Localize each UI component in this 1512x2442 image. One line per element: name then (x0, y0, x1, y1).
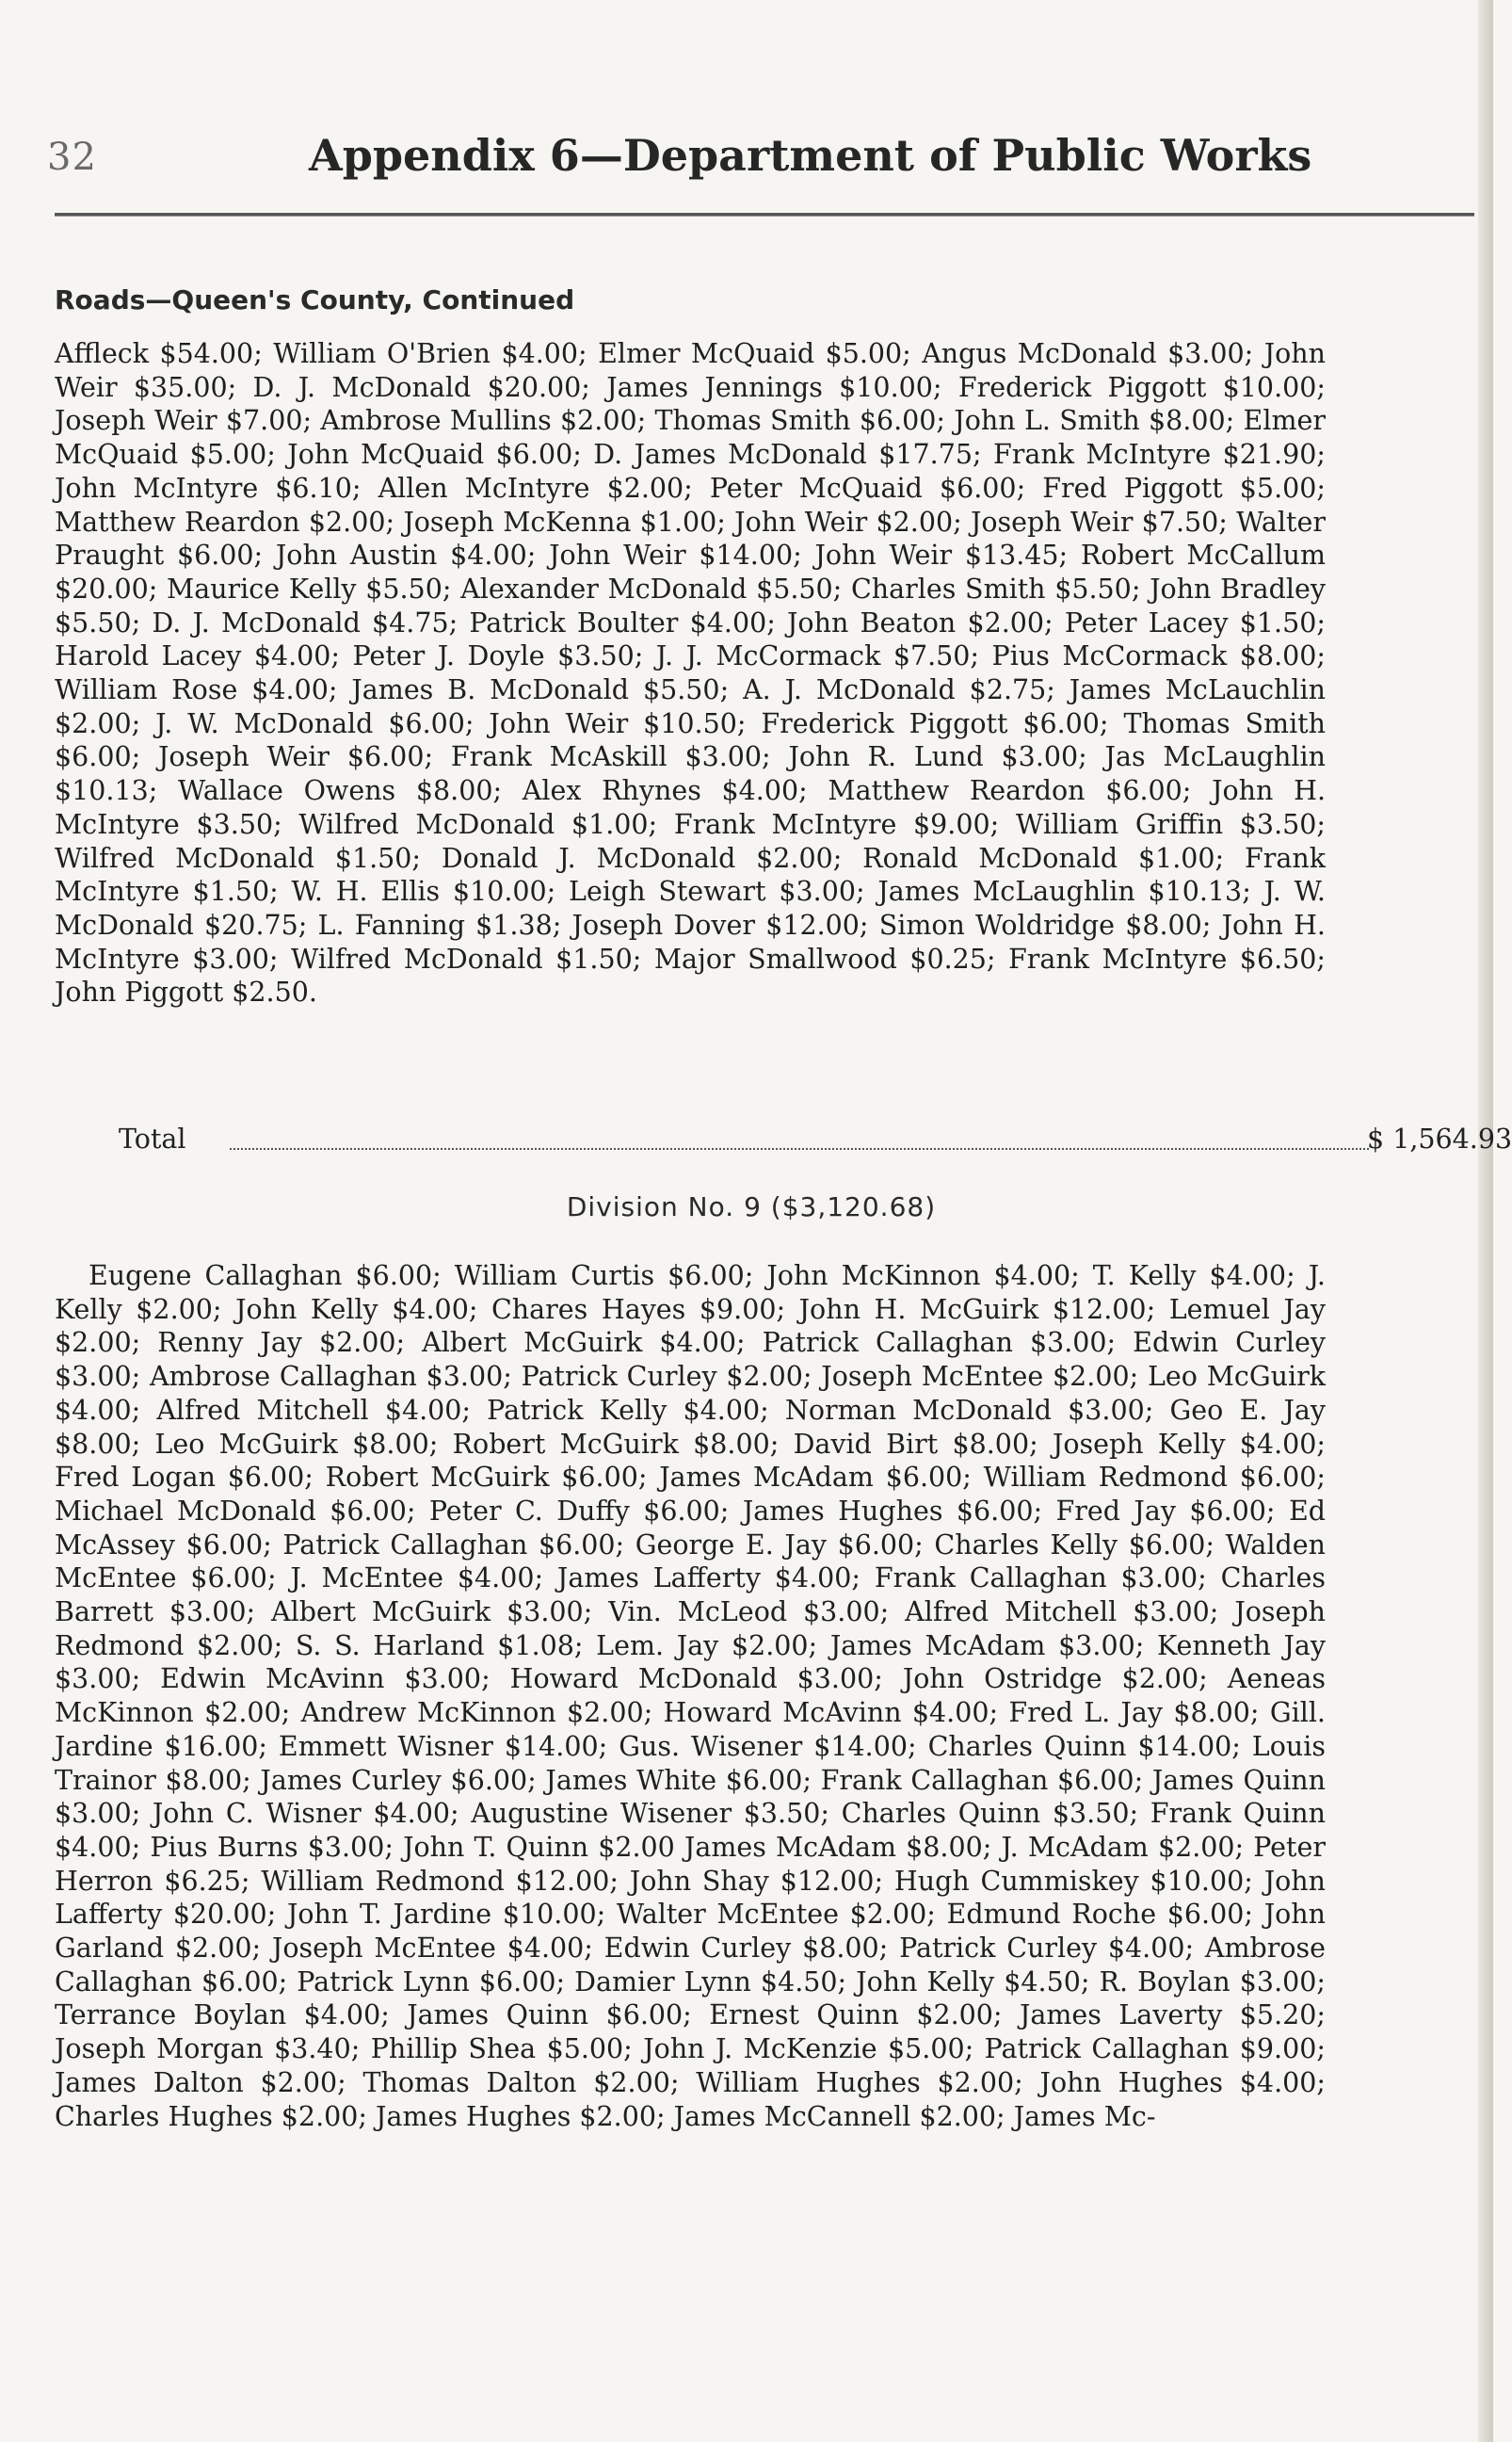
roads-payments-paragraph: Affleck $54.00; William O'Brien $4.00; Elmer McQuaid $5.00; Angus McDonald $3.00; John Weir $35.00; D. J. McDonald $20.00; James Jennings $10.00; Frederick Piggott $10.00; Joseph Weir $7.00; Ambrose Mullins $2.00; Thomas Smith $6.00; John L. Smith $8.00; Elmer McQuaid $5.00; John McQuaid $6.00; D. James McDonald $17.75; Frank McIntyre $21.90; John McIntyre $6.10; Allen McIntyre $2.00; Peter McQuaid $6.00; Fred Piggott $5.00; Matthew Reardon $2.00; Joseph McKenna $1.00; John Weir $2.00; Joseph Weir $7.50; Walter Praught $6.00; John Austin $4.00; John Weir $14.00; John Weir $13.45; Robert McCallum $20.00; Maurice Kelly $5.50; Alexander McDonald $5.50; Charles Smith $5.50; John Bradley $5.50; D. J. McDonald $4.75; Patrick Boulter $4.00; John Beaton $2.00; Peter Lacey $1.50; Harold Lacey $4.00; Peter J. Doyle $3.50; J. J. McCormack $7.50; Pius McCormack $8.00; William Rose $4.00; James B. McDonald $5.50; A. J. McDonald $2.75; James McLauchlin $2.00; J. W. McDonald $6.00; John Weir $10.50; Frederick Piggott $6.00; Thomas Smith $6.00; Joseph Weir $6.00; Frank McAskill $3.00; John R. Lund $3.00; Jas McLaughlin $10.13; Wallace Owens $8.00; Alex Rhynes $4.00; Matthew Reardon $6.00; John H. McIntyre $3.50; Wilfred McDonald $1.00; Frank McIntyre $9.00; William Griffin $3.50; Wilfred McDonald $1.50; Donald J. McDonald $2.00; Ronald McDonald $1.00; Frank McIntyre $1.50; W. H. Ellis $10.00; Leigh Stewart $3.00; James McLaughlin $10.13; J. W. McDonald $20.75; L. Fanning $1.38; Joseph Dover $12.00; Simon Woldridge $8.00; John H. McIntyre $3.00; Wilfred McDonald $1.50; Major Smallwood $0.25; Frank McIntyre $6.50; John Piggott $2.50. (55, 338, 1326, 1009)
division-heading: Division No. 9 ($3,120.68) (566, 1191, 937, 1222)
header-rule (55, 213, 1474, 217)
total-row (55, 1124, 1512, 1157)
page-number: 32 (47, 136, 97, 179)
total-amount: $ 1,564.93 (1367, 1124, 1512, 1155)
page-header (47, 130, 1478, 186)
section-heading: Roads—Queen's County, Continued (55, 284, 575, 315)
dot-leader (230, 1148, 1369, 1150)
total-label: Total (119, 1124, 186, 1155)
division-payments-paragraph: Eugene Callaghan $6.00; William Curtis $6.00; John McKinnon $4.00; T. Kelly $4.00; J. Kelly $2.00; John Kelly $4.00; Chares Hayes $9.00; John H. McGuirk $12.00; Lemuel Jay $2.00; Renny Jay $2.00; Albert McGuirk $4.00; Patrick Callaghan $3.00; Edwin Curley $3.00; Ambrose Callaghan $3.00; Patrick Curley $2.00; Joseph McEntee $2.00; Leo McGuirk $4.00; Alfred Mitchell $4.00; Patrick Kelly $4.00; Norman McDonald $3.00; Geo E. Jay $8.00; Leo McGuirk $8.00; Robert McGuirk $8.00; David Birt $8.00; Joseph Kelly $4.00; Fred Logan $6.00; Robert McGuirk $6.00; James McAdam $6.00; William Redmond $6.00; Michael McDonald $6.00; Peter C. Duffy $6.00; James Hughes $6.00; Fred Jay $6.00; Ed McAssey $6.00; Patrick Callaghan $6.00; George E. Jay $6.00; Charles Kelly $6.00; Walden McEntee $6.00; J. McEntee $4.00; James Lafferty $4.00; Frank Callaghan $3.00; Charles Barrett $3.00; Albert McGuirk $3.00; Vin. McLeod $3.00; Alfred Mitchell $3.00; Joseph Redmond $2.00; S. S. Harland $1.08; Lem. Jay $2.00; James McAdam $3.00; Kenneth Jay $3.00; Edwin McAvinn $3.00; Howard McDonald $3.00; John Ostridge $2.00; Aeneas McKinnon $2.00; Andrew McKinnon $2.00; Howard McAvinn $4.00; Fred L. Jay $8.00; Gill. Jardine $16.00; Emmett Wisner $14.00; Gus. Wisener $14.00; Charles Quinn $14.00; Louis Trainor $8.00; James Curley $6.00; James White $6.00; Frank Callaghan $6.00; James Quinn $3.00; John C. Wisner $4.00; Augustine Wisener $3.50; Charles Quinn $3.50; Frank Quinn $4.00; Pius Burns $3.00; John T. Quinn $2.00 James McAdam $8.00; J. McAdam $2.00; Peter Herron $6.25; William Redmond $12.00; John Shay $12.00; Hugh Cummiskey $10.00; John Lafferty $20.00; John T. Jardine $10.00; Walter McEntee $2.00; Edmund Roche $6.00; John Garland $2.00; Joseph McEntee $4.00; Edwin Curley $8.00; Patrick Curley $4.00; Ambrose Callaghan $6.00; Patrick Lynn $6.00; Damier Lynn $4.50; John Kelly $4.50; R. Boylan $3.00; Terrance Boylan $4.00; James Quinn $6.00; Ernest Quinn $2.00; James Laverty $5.20; Joseph Morgan $3.40; Phillip Shea $5.00; John J. McKenzie $5.00; Patrick Callaghan $9.00; James Dalton $2.00; Thomas Dalton $2.00; William Hughes $2.00; John Hughes $4.00; Charles Hughes $2.00; James Hughes $2.00; James McCannell $2.00; James Mc- (55, 1260, 1326, 2132)
running-title: Appendix 6—Department of Public Works (309, 130, 1312, 181)
